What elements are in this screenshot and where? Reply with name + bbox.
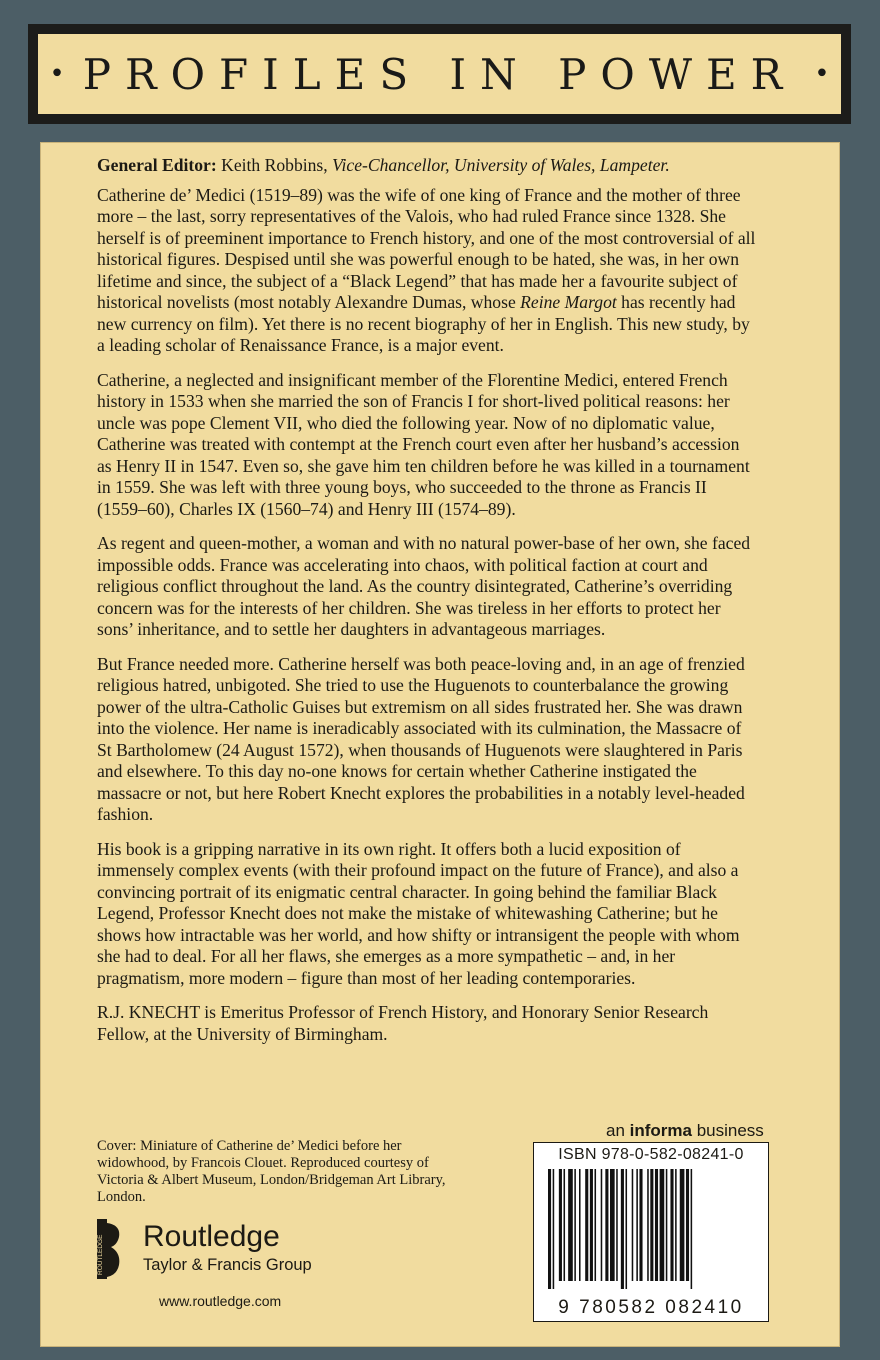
informa-prefix: an — [606, 1121, 630, 1140]
series-title: PROFILES IN POWER — [82, 49, 797, 99]
routledge-wordmark — [143, 1221, 312, 1275]
barcode-bar — [601, 1169, 603, 1281]
barcode-bar — [605, 1169, 608, 1281]
series-header-inner — [36, 32, 843, 116]
reine-margot-title: Reine Margot — [520, 292, 617, 312]
barcode-bar — [590, 1169, 593, 1281]
ornament-left: • — [49, 59, 65, 89]
barcode-bar — [568, 1169, 573, 1281]
barcode-bar — [559, 1169, 562, 1281]
ornament-right: • — [814, 59, 830, 89]
barcode-digits: 9 780582 082410 — [558, 1297, 744, 1318]
barcode-bar — [595, 1169, 597, 1281]
publisher-group: Taylor & Francis Group — [143, 1256, 312, 1274]
barcode-bar — [548, 1169, 551, 1289]
paragraph-3: As regent and queen-mother, a woman and with no natural power-base of her own, she faced impossible odds. France was accelerating into chaos, with political faction at court and religious conflict throughout the land. As the country disintegrated, Catherine’s overriding concern was for the interests of her children. She was tireless in her efforts to protect her sons’ inheritance, and to settle her daughters in advantageous marriages. — [97, 533, 751, 639]
barcode-bar — [626, 1169, 628, 1289]
blurb-panel — [40, 142, 840, 1347]
informa-suffix: business — [691, 1121, 764, 1140]
paragraph-1-part-b: has recently had new currency on film). Yet there is no recent biography of her in English. This new study, by a leading scholar of Renaissance France, is a major event. — [97, 292, 750, 355]
barcode-bars — [548, 1169, 754, 1289]
publisher-website[interactable]: www.routledge.com — [159, 1293, 282, 1309]
barcode-bar — [639, 1169, 642, 1281]
isbn-label: ISBN 978-0-582-08241-0 — [558, 1146, 744, 1163]
paragraph-4: But France needed more. Catherine herself was both peace-loving and, in an age of frenzied religious hatred, unbigoted. She tried to use the Huguenots to counterbalance the growing power of the ultra-Catholic Guises but extremism on all sides frustrated her. She was drawn into the violence. Her name is ineradicably associated with its culmination, the Massacre of St Bartholomew (24 August 1572), when thousands of Huguenots were slaughtered in Paris and elsewhere. To this day no-one knows for certain whether Catherine instigated the massacre or not, but here Robert Knecht explores the probabilities in a notably level-headed fashion. — [97, 653, 745, 824]
paragraph-2: Catherine, a neglected and insignificant member of the Florentine Medici, entered French history in 1533 when she married the son of Francis I for short-lived political reasons: her uncle was pope Clement VII, who died the following year. Now of no diplomatic value, Catherine was treated with contempt at the French court even after her husband’s accession as Henry II in 1547. Even so, she gave him ten children before he was killed in a tournament in 1559. She was left with three young boys, who succeeded to the throne as Francis II (1559–60), Charles IX (1560–74) and Henry III (1574–89). — [97, 369, 750, 519]
barcode-bar — [610, 1169, 615, 1281]
barcode-bar — [579, 1169, 581, 1281]
general-editor-label: General Editor: — [97, 155, 217, 175]
isbn-barcode — [533, 1142, 769, 1322]
barcode-bar — [632, 1169, 634, 1281]
barcode-bar — [647, 1169, 649, 1281]
blurb-content — [97, 155, 757, 1058]
barcode-bar — [564, 1169, 566, 1281]
barcode-bar — [675, 1169, 677, 1281]
barcode-bar — [670, 1169, 673, 1281]
general-editor-name: Keith Robbins, — [221, 155, 328, 175]
cover-credit: Cover: Miniature of Catherine de’ Medici before her widowhood, by Francois Clouet. Reproduced courtesy of Victoria & Albert Museum, London/Bridgeman Art Library, London. — [97, 1138, 446, 1205]
publisher-name: Routledge — [143, 1220, 280, 1253]
informa-tagline — [606, 1121, 764, 1141]
informa-bold: informa — [629, 1121, 692, 1140]
routledge-vertical-mark: ROUTLEDGE — [97, 1234, 104, 1275]
barcode-bar — [655, 1169, 658, 1281]
barcode-bar — [585, 1169, 588, 1281]
paragraph-5: His book is a gripping narrative in its own right. It offers both a lucid exposition of immensely complex events (with their profound impact on the future of France), and also a convincing portrait of its enigmatic central character. In going behind the familiar Black Legend, Professor Knecht does not make the mistake of whitewashing Catherine; but he shows how intractable was her world, and how shifty or intransigent the people with whom she had to deal. For all her flaws, she emerges as a more sympathetic – and, in her pragmatism, more modern – figure than most of her leading contemporaries. — [97, 838, 740, 988]
series-title-row — [49, 50, 829, 99]
paragraph-1-part-a: Catherine de’ Medici (1519–89) was the wife of one king of France and the mother of three more – the last, sorry representatives of the Valois, who had ruled France since 1328. She herself is of preeminent importance to French history, and one of the most controversial of all historical figures. Despised until she was powerful enough to be hated, she was, in her own lifetime and since, the subject of a “Black Legend” that has made her a favourite subject of historical novelists (most notably Alexandre Dumas, whose — [97, 184, 756, 312]
routledge-logo — [97, 1218, 397, 1278]
barcode-bar — [660, 1169, 665, 1281]
barcode-bar — [574, 1169, 576, 1281]
barcode-bar — [680, 1169, 685, 1281]
general-editor-line — [97, 155, 757, 177]
routledge-mark-icon — [97, 1219, 123, 1277]
series-header — [28, 24, 851, 124]
barcode-bar — [666, 1169, 668, 1281]
barcode-bar — [636, 1169, 638, 1281]
general-editor-title: Vice-Chancellor, University of Wales, Lampeter. — [332, 155, 670, 175]
barcode-bar — [691, 1169, 693, 1289]
barcode-bar — [650, 1169, 653, 1281]
barcode-bar — [616, 1169, 618, 1281]
barcode-bar — [553, 1169, 555, 1289]
author-bio: R.J. KNECHT is Emeritus Professor of French History, and Honorary Senior Research Fellow, at the University of Birmingham. — [97, 1002, 709, 1044]
barcode-bar — [621, 1169, 624, 1289]
barcode-bar — [686, 1169, 689, 1281]
paragraph-1 — [97, 185, 757, 357]
